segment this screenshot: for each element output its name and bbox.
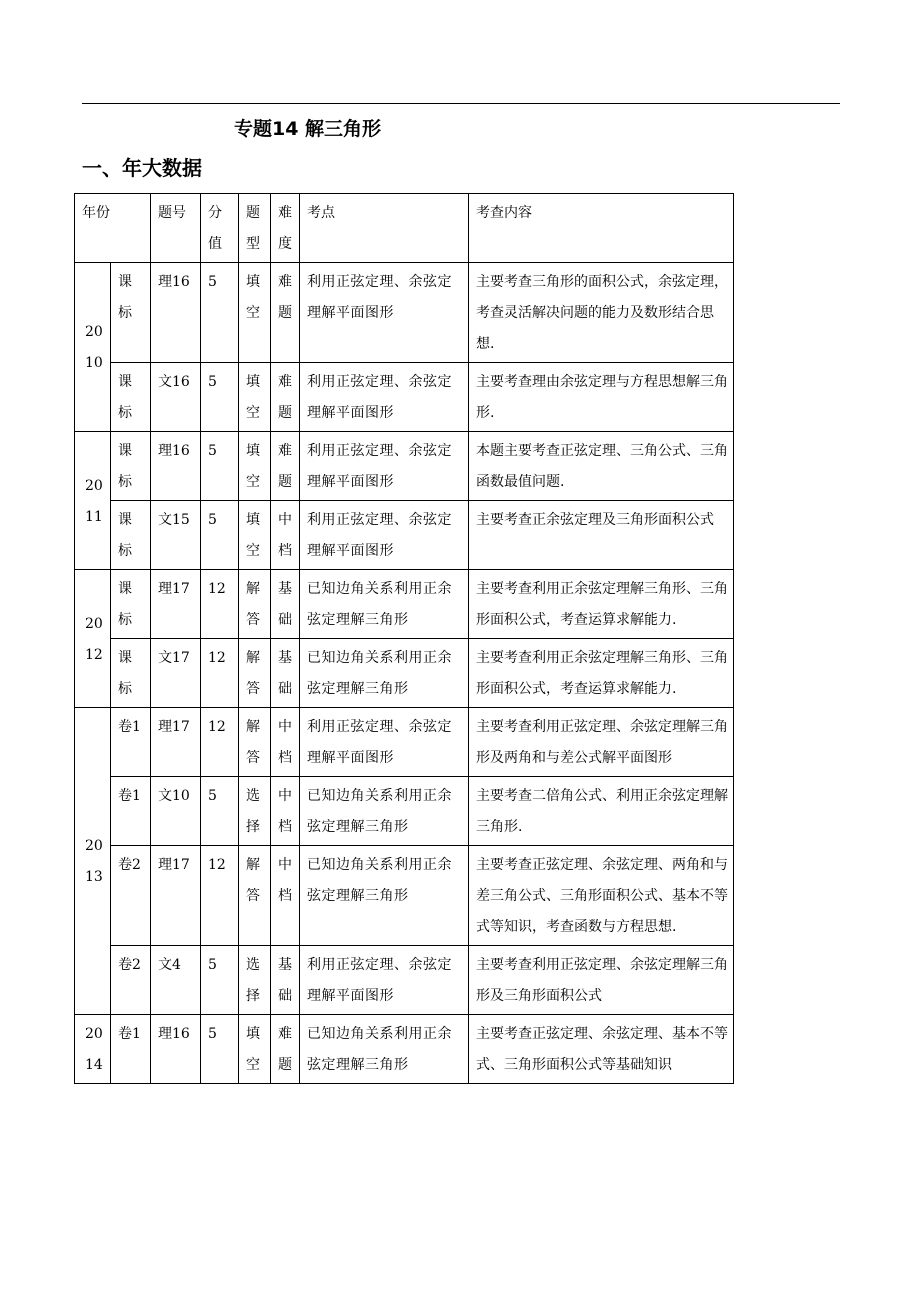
table-row — [75, 639, 734, 708]
cell-question-no: 文17 — [151, 639, 201, 708]
cell-points: 5 — [201, 501, 239, 570]
cell-year: 2013 — [75, 708, 111, 1015]
cell-difficulty: 难题 — [271, 1015, 300, 1084]
table-row — [75, 708, 734, 777]
cell-paper: 卷2 — [111, 846, 151, 946]
cell-content: 主要考查正余弦定理及三角形面积公式 — [469, 501, 734, 570]
table-row — [75, 570, 734, 639]
cell-topic: 利用正弦定理、余弦定理解平面图形 — [300, 432, 469, 501]
cell-points: 12 — [201, 570, 239, 639]
table-row — [75, 432, 734, 501]
cell-difficulty: 基础 — [271, 946, 300, 1015]
cell-question-no: 理17 — [151, 846, 201, 946]
cell-year: 2010 — [75, 263, 111, 432]
cell-question-no: 理16 — [151, 432, 201, 501]
cell-points: 12 — [201, 846, 239, 946]
cell-question-no: 文16 — [151, 363, 201, 432]
cell-type: 选择 — [239, 777, 271, 846]
cell-paper: 卷1 — [111, 777, 151, 846]
cell-content: 主要考查二倍角公式、利用正余弦定理解三角形. — [469, 777, 734, 846]
cell-paper: 课标 — [111, 263, 151, 363]
cell-type: 解答 — [239, 639, 271, 708]
cell-paper: 课标 — [111, 432, 151, 501]
cell-question-no: 文4 — [151, 946, 201, 1015]
cell-difficulty: 中档 — [271, 846, 300, 946]
table-row — [75, 946, 734, 1015]
cell-points: 5 — [201, 263, 239, 363]
table-row — [75, 1015, 734, 1084]
cell-content: 主要考查利用正弦定理、余弦定理解三角形及两角和与差公式解平面图形 — [469, 708, 734, 777]
cell-type: 填空 — [239, 363, 271, 432]
cell-type: 解答 — [239, 708, 271, 777]
cell-question-no: 文15 — [151, 501, 201, 570]
cell-points: 5 — [201, 363, 239, 432]
cell-content: 主要考查理由余弦定理与方程思想解三角形. — [469, 363, 734, 432]
cell-topic: 利用正弦定理、余弦定理解平面图形 — [300, 946, 469, 1015]
cell-topic: 利用正弦定理、余弦定理解平面图形 — [300, 363, 469, 432]
cell-paper: 卷1 — [111, 708, 151, 777]
header-rule — [82, 103, 840, 104]
cell-difficulty: 基础 — [271, 639, 300, 708]
cell-topic: 利用正弦定理、余弦定理解平面图形 — [300, 708, 469, 777]
page-title: 专题14 解三角形 — [234, 118, 382, 140]
cell-paper: 课标 — [111, 570, 151, 639]
cell-content: 主要考查利用正余弦定理解三角形、三角形面积公式，考查运算求解能力. — [469, 570, 734, 639]
table-header-row — [75, 194, 734, 263]
cell-type: 填空 — [239, 501, 271, 570]
cell-points: 12 — [201, 639, 239, 708]
cell-year: 2011 — [75, 432, 111, 570]
cell-type: 填空 — [239, 1015, 271, 1084]
cell-year: 2012 — [75, 570, 111, 708]
cell-points: 5 — [201, 777, 239, 846]
cell-difficulty: 基础 — [271, 570, 300, 639]
cell-question-no: 理17 — [151, 570, 201, 639]
cell-type: 填空 — [239, 263, 271, 363]
cell-difficulty: 难题 — [271, 363, 300, 432]
cell-content: 主要考查正弦定理、余弦定理、基本不等式、三角形面积公式等基础知识 — [469, 1015, 734, 1084]
cell-content: 主要考查利用正余弦定理解三角形、三角形面积公式，考查运算求解能力. — [469, 639, 734, 708]
cell-topic: 利用正弦定理、余弦定理解平面图形 — [300, 501, 469, 570]
cell-content: 主要考查正弦定理、余弦定理、两角和与差三角公式、三角形面积公式、基本不等式等知识，考查函数与方程思想. — [469, 846, 734, 946]
cell-paper: 课标 — [111, 363, 151, 432]
table-row — [75, 846, 734, 946]
cell-question-no: 文10 — [151, 777, 201, 846]
cell-topic: 已知边角关系利用正余弦定理解三角形 — [300, 639, 469, 708]
cell-difficulty: 中档 — [271, 777, 300, 846]
table-body — [75, 263, 734, 1084]
cell-content: 本题主要考查正弦定理、三角公式、三角函数最值问题. — [469, 432, 734, 501]
header-content: 考查内容 — [469, 194, 734, 263]
cell-topic: 已知边角关系利用正余弦定理解三角形 — [300, 777, 469, 846]
cell-content: 主要考查利用正弦定理、余弦定理解三角形及三角形面积公式 — [469, 946, 734, 1015]
cell-topic: 已知边角关系利用正余弦定理解三角形 — [300, 1015, 469, 1084]
section-heading: 一、年大数据 — [82, 156, 202, 180]
header-type: 题型 — [239, 194, 271, 263]
table-row — [75, 501, 734, 570]
cell-topic: 已知边角关系利用正余弦定理解三角形 — [300, 570, 469, 639]
header-difficulty: 难度 — [271, 194, 300, 263]
header-question-no: 题号 — [151, 194, 201, 263]
cell-difficulty: 难题 — [271, 432, 300, 501]
cell-paper: 课标 — [111, 501, 151, 570]
cell-difficulty: 中档 — [271, 708, 300, 777]
cell-type: 解答 — [239, 570, 271, 639]
table-row — [75, 263, 734, 363]
cell-year: 2014 — [75, 1015, 111, 1084]
cell-points: 5 — [201, 432, 239, 501]
cell-points: 5 — [201, 1015, 239, 1084]
cell-difficulty: 中档 — [271, 501, 300, 570]
cell-topic: 利用正弦定理、余弦定理解平面图形 — [300, 263, 469, 363]
header-topic: 考点 — [300, 194, 469, 263]
header-year: 年份 — [75, 194, 151, 263]
cell-points: 12 — [201, 708, 239, 777]
cell-type: 选择 — [239, 946, 271, 1015]
cell-question-no: 理17 — [151, 708, 201, 777]
table-row — [75, 777, 734, 846]
cell-paper: 卷2 — [111, 946, 151, 1015]
cell-difficulty: 难题 — [271, 263, 300, 363]
cell-paper: 卷1 — [111, 1015, 151, 1084]
cell-type: 填空 — [239, 432, 271, 501]
table-row — [75, 363, 734, 432]
cell-points: 5 — [201, 946, 239, 1015]
cell-question-no: 理16 — [151, 1015, 201, 1084]
cell-topic: 已知边角关系利用正余弦定理解三角形 — [300, 846, 469, 946]
exam-data-table — [74, 193, 734, 1084]
cell-content: 主要考查三角形的面积公式，余弦定理，考查灵活解决问题的能力及数形结合思想. — [469, 263, 734, 363]
header-points: 分值 — [201, 194, 239, 263]
cell-paper: 课标 — [111, 639, 151, 708]
cell-type: 解答 — [239, 846, 271, 946]
cell-question-no: 理16 — [151, 263, 201, 363]
